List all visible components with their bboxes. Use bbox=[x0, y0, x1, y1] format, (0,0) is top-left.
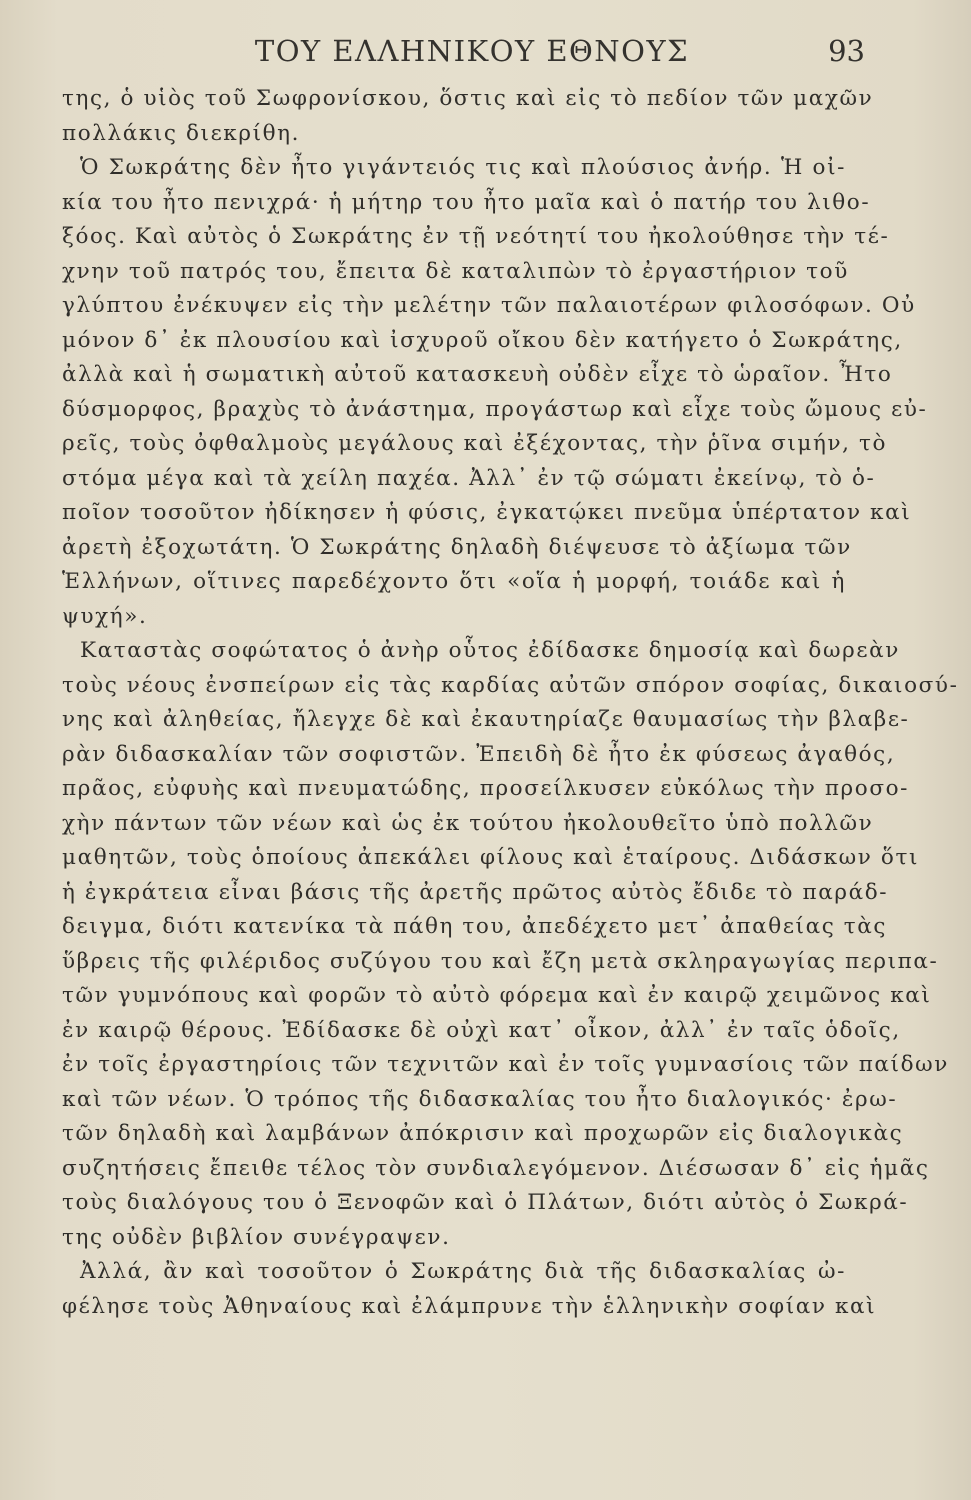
text-line: νης καὶ ἀληθείας, ἤλεγχε δὲ καὶ ἐκαυτηρίαζε θαυμασίως τὴν βλαβε- bbox=[62, 707, 910, 732]
text-line: στόμα μέγα καὶ τὰ χείλη παχέα. Ἀλλ᾽ ἐν τῷ σώματι ἐκείνῳ, τὸ ὁ- bbox=[62, 465, 876, 491]
paragraph bbox=[62, 634, 959, 1255]
text-line: τοὺς νέους ἐνσπείρων εἰς τὰς καρδίας αὐτῶν σπόρον σοφίας, δικαιοσύ- bbox=[62, 672, 959, 698]
text-line: δύσμορφος, βραχὺς τὸ ἀνάστημα, προγάστωρ καὶ εἶχε τοὺς ὤμους εὐ- bbox=[62, 396, 928, 422]
text-line: ρεῖς, τοὺς ὀφθαλμοὺς μεγάλους καὶ ἐξέχοντας, τὴν ῥῖνα σιμήν, τὸ bbox=[62, 431, 888, 456]
paragraph bbox=[62, 1255, 877, 1324]
text-line: ἐν καιρῷ θέρους. Ἐδίδασκε δὲ οὐχὶ κατ᾽ οἶκον, ἀλλ᾽ ἐν ταῖς ὁδοῖς, bbox=[62, 1017, 901, 1043]
text-line: ποῖον τοσοῦτον ἠδίκησεν ἡ φύσις, ἐγκατῴκει πνεῦμα ὑπέρτατον καὶ bbox=[62, 500, 912, 525]
text-line: μόνον δ᾽ ἐκ πλουσίου καὶ ἰσχυροῦ οἴκου δὲν κατήγετο ὁ Σωκράτης, bbox=[62, 327, 903, 353]
text-line: Ἑλλήνων, οἵτινες παρεδέχοντο ὅτι «οἵα ἡ μορφή, τοιάδε καὶ ἡ bbox=[62, 569, 846, 594]
body-text bbox=[62, 82, 959, 1324]
text-line: δειγμα, διότι κατενίκα τὰ πάθη του, ἀπεδέχετο μετ᾽ ἀπαθείας τὰς bbox=[62, 914, 888, 939]
text-line: ἐν τοῖς ἐργαστηρίοις τῶν τεχνιτῶν καὶ ἐν τοῖς γυμνασίοις τῶν παίδων bbox=[62, 1052, 949, 1077]
text-line: χνην τοῦ πατρός του, ἔπειτα δὲ καταλιπὼν τὸ ἐργαστήριον τοῦ bbox=[62, 258, 849, 284]
text-line: ρὰν διδασκαλίαν τῶν σοφιστῶν. Ἐπειδὴ δὲ ἦτο ἐκ φύσεως ἀγαθός, bbox=[62, 741, 896, 767]
page-header bbox=[0, 34, 971, 74]
text-line: ὕβρεις τῆς φιλέριδος συζύγου του καὶ ἔζη μετὰ σκληραγωγίας περιπα- bbox=[62, 948, 939, 974]
text-line: τοὺς διαλόγους του ὁ Ξενοφῶν καὶ ὁ Πλάτων, διότι αὐτὸς ὁ Σωκρά- bbox=[62, 1190, 909, 1215]
text-line: Καταστὰς σοφώτατος ὁ ἀνὴρ οὗτος ἐδίδασκε δημοσίᾳ καὶ δωρεὰν bbox=[80, 638, 900, 663]
text-line: Ἀλλά, ἂν καὶ τοσοῦτον ὁ Σωκράτης διὰ τῆς διδασκαλίας ὠ- bbox=[80, 1259, 846, 1284]
running-title: ΤΟΥ ΕΛΛΗΝΙΚΟΥ ΕΘΝΟΥΣ bbox=[254, 34, 690, 68]
text-line: της οὐδὲν βιβλίον συνέγραψεν. bbox=[62, 1224, 451, 1250]
paragraph bbox=[62, 151, 928, 634]
text-line: καὶ τῶν νέων. Ὁ τρόπος τῆς διδασκαλίας του ἦτο διαλογικός· ἐρω- bbox=[62, 1086, 898, 1112]
page-number: 93 bbox=[828, 34, 865, 68]
text-line: της, ὁ υἱὸς τοῦ Σωφρονίσκου, ὅστις καὶ εἰς τὸ πεδίον τῶν μαχῶν bbox=[62, 86, 874, 111]
text-line: ἀλλὰ καὶ ἡ σωματικὴ αὐτοῦ κατασκευὴ οὐδὲν εἶχε τὸ ὡραῖον. Ἦτο bbox=[62, 362, 893, 387]
text-line: φέλησε τοὺς Ἀθηναίους καὶ ἐλάμπρυνε τὴν ἑλληνικὴν σοφίαν καὶ bbox=[62, 1293, 877, 1319]
text-line: ἀρετὴ ἐξοχωτάτη. Ὁ Σωκράτης δηλαδὴ διέψευσε τὸ ἀξίωμα τῶν bbox=[62, 534, 852, 560]
text-line: γλύπτου ἐνέκυψεν εἰς τὴν μελέτην τῶν παλαιοτέρων φιλοσόφων. Οὐ bbox=[62, 293, 916, 318]
text-line: ξόος. Καὶ αὐτὸς ὁ Σωκράτης ἐν τῇ νεότητί του ἠκολούθησε τὴν τέ- bbox=[62, 224, 890, 249]
text-line: πολλάκις διεκρίθη. bbox=[62, 120, 301, 146]
text-line: κία του ἦτο πενιχρά· ἡ μήτηρ του ἦτο μαῖα καὶ ὁ πατήρ του λιθο- bbox=[62, 189, 871, 215]
text-line: ψυχή». bbox=[62, 603, 148, 629]
paragraph bbox=[62, 82, 874, 151]
text-line: τῶν γυμνόπους καὶ φορῶν τὸ αὐτὸ φόρεμα καὶ ἐν καιρῷ χειμῶνος καὶ bbox=[62, 983, 932, 1008]
text-line: χὴν πάντων τῶν νέων καὶ ὡς ἐκ τούτου ἠκολουθεῖτο ὑπὸ πολλῶν bbox=[62, 810, 874, 836]
text-line: ἡ ἐγκράτεια εἶναι βάσις τῆς ἀρετῆς πρῶτος αὐτὸς ἔδιδε τὸ παράδ- bbox=[62, 879, 889, 905]
text-line: συζητήσεις ἔπειθε τέλος τὸν συνδιαλεγόμενον. Διέσωσαν δ᾽ εἰς ἡμᾶς bbox=[62, 1155, 930, 1181]
text-line: μαθητῶν, τοὺς ὁποίους ἀπεκάλει φίλους καὶ ἑταίρους. Διδάσκων ὅτι bbox=[62, 845, 919, 870]
text-line: τῶν δηλαδὴ καὶ λαμβάνων ἀπόκρισιν καὶ προχωρῶν εἰς διαλογικὰς bbox=[62, 1121, 904, 1146]
text-line: πρᾶος, εὐφυὴς καὶ πνευματώδης, προσείλκυσεν εὐκόλως τὴν προσο- bbox=[62, 776, 910, 801]
text-line: Ὁ Σωκράτης δὲν ἦτο γιγάντειός τις καὶ πλούσιος ἀνήρ. Ἡ οἰ- bbox=[80, 155, 846, 180]
